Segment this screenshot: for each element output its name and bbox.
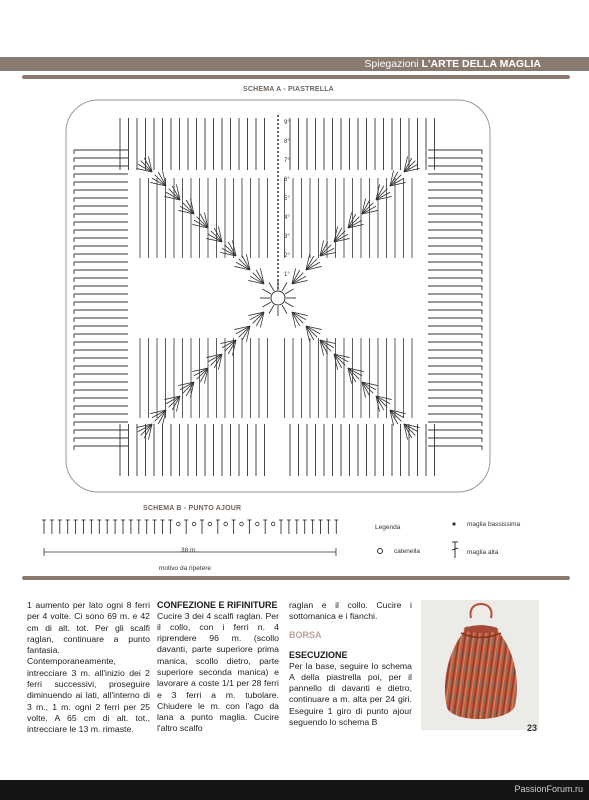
round-number-label: 1° <box>284 272 290 278</box>
round-number-label: 6° <box>284 177 290 183</box>
schema-b-width-label: 38 m. <box>181 547 198 554</box>
round-number-label: 4° <box>284 215 290 221</box>
confezione-heading: CONFEZIONE E RIFINITURE <box>157 600 278 610</box>
header-prefix: Spiegazioni <box>364 58 419 70</box>
schema-b-repeat-label: motivo da ripetere <box>159 565 212 572</box>
legend-label-dot: maglia bassissima <box>467 521 521 528</box>
round-number-label: 3° <box>284 234 290 240</box>
schema-b-title: SCHEMA B - PUNTO AJOUR <box>143 505 242 512</box>
footer-bar <box>0 780 589 800</box>
text-column-2 <box>157 600 279 735</box>
column2-paragraph: Cucire 3 dei 4 scalfi raglan. Per il collo, con i ferri n. 4 riprendere 96 m. (scollo davanti, parte superiore prima manica, scollo dietro, parte superiore seconda manica) e lavorare a coste 1/1 per 28 ferri e 3 ferri a m. tubolare. Chiudere le m. con l'ago da lana a punto maglia. Cucire l'altro scalfo <box>157 610 279 734</box>
borsa-heading: BORSA <box>289 629 322 640</box>
round-number-label: 5° <box>284 196 290 202</box>
column3-paragraph: raglan e il collo. Cucire i sottomanica e i fianchi. <box>289 600 412 622</box>
bag-photo <box>421 600 539 730</box>
footer-site: PassionForum.ru <box>514 784 583 794</box>
schema-a-title: SCHEMA A - PIASTRELLA <box>243 86 334 93</box>
round-number-label: 2° <box>284 253 290 259</box>
esecuzione-heading: ESECUZIONE <box>289 650 348 661</box>
legend-label-circle: catenella <box>394 548 421 555</box>
round-number-label: 8° <box>284 139 290 145</box>
column1-paragraph: 1 aumento per lato ogni 8 ferri per 4 volte. Ci sono 69 m. e 42 cm di alt. tot. Per gli scalfi raglan, continuare a punto fantasia. Contemporaneamente, intrecciare 3 m. all'inizio dei 2 ferri successivi, proseguire diminuendo ai lati, all'interno di 3 m., 1 m. ogni 2 ferri per 25 volte. A 65 cm di alt. tot., intrecciare le 13 m. rimaste. <box>27 600 150 735</box>
text-column-3 <box>289 600 412 728</box>
text-column-1 <box>27 600 150 736</box>
page-number: 23 <box>527 723 538 733</box>
legend-label-tall: maglia alta <box>467 549 499 556</box>
dot-icon <box>452 522 455 525</box>
legend-title: Legenda <box>375 524 401 531</box>
bottom-brush-divider <box>22 576 570 580</box>
schema-a-diagram <box>66 100 490 492</box>
tall-stitch-icon <box>452 542 458 558</box>
magazine-title: L'ARTE DELLA MAGLIA <box>421 58 541 70</box>
round-number-label: 9° <box>284 120 290 126</box>
column3-paragraph-2: Per la base, seguire lo schema A della piastrella poi, per il pannello di davanti e dietro, continuare a m. alta per 24 giri. Eseguire 1 giro di punto ajour seguendo lo schema B <box>289 660 412 728</box>
round-number-label: 7° <box>284 158 290 164</box>
circle-icon <box>378 549 383 554</box>
